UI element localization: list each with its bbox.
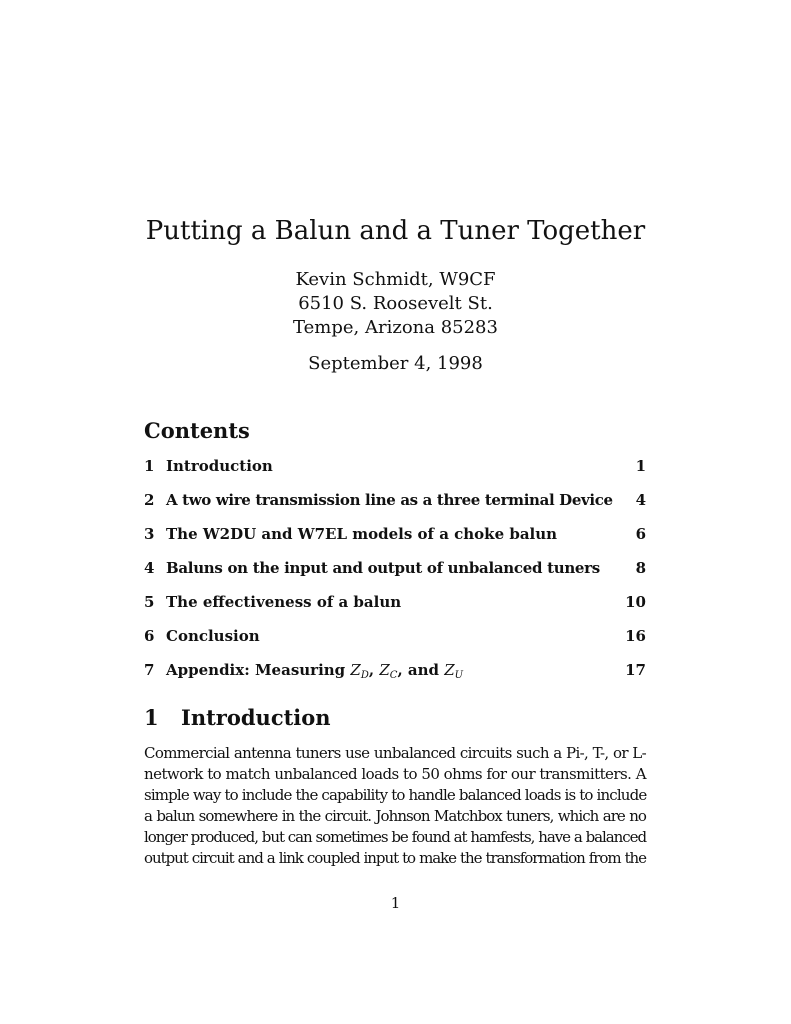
toc-title: The effectiveness of a balun [166,593,402,611]
toc-title: Conclusion [166,627,260,645]
toc-number: 2 [144,491,155,509]
toc-title: Baluns on the input and output of unbalanced tuners [166,559,600,577]
toc-number: 7 [144,661,155,679]
toc-entry[interactable] [144,490,646,510]
toc-title-appendix: Appendix: Measuring $Z_D$, $Z_C$, and $Z_U$ [166,661,464,681]
toc-page: 17 [625,661,646,679]
toc-title: Introduction [166,457,273,475]
toc-title: The W2DU and W7EL models of a choke balun [166,525,558,543]
toc-page: 8 [635,559,646,577]
author-city: Tempe, Arizona 85283 [293,317,498,338]
contents-heading: Contents [144,418,250,443]
body-text-line: simple way to include the capability to handle balanced loads is to include [144,786,647,804]
toc-entry[interactable] [144,524,646,544]
body-text-line: output circuit and a link coupled input to make the transformation from the [144,849,646,867]
math-z-c: $Z_C$ [379,661,398,681]
toc-page: 16 [625,627,646,645]
toc-number: 1 [144,457,155,475]
toc-entry[interactable] [144,660,646,680]
toc-number: 3 [144,525,155,543]
toc-entry[interactable] [144,626,646,646]
toc-title-prefix: Appendix: Measuring [166,661,346,679]
toc-page: 1 [635,457,646,475]
author-name: Kevin Schmidt, W9CF [295,269,496,290]
section-number: 1 [144,705,159,730]
toc-title: A two wire transmission line as a three terminal Device [166,491,613,509]
page-number: 1 [390,894,401,912]
section-title: Introduction [181,705,331,730]
toc-entry[interactable] [144,456,646,476]
body-text-line: a balun somewhere in the circuit. Johnson Matchbox tuners, which are no [144,807,646,825]
math-z-u: $Z_U$ [444,661,464,681]
toc-entry[interactable] [144,592,646,612]
body-text-line: network to match unbalanced loads to 50 ohms for our transmitters. A [144,765,646,783]
toc-entry[interactable] [144,558,646,578]
section-heading [144,704,646,732]
math-z-d: $Z_D$ [350,661,369,681]
toc-number: 4 [144,559,155,577]
body-text-line: longer produced, but can sometimes be found at hamfests, have a balanced [144,828,646,846]
paper-date: September 4, 1998 [308,353,483,374]
toc-page: 6 [635,525,646,543]
toc-page: 4 [635,491,646,509]
paper-title: Putting a Balun and a Tuner Together [145,216,646,246]
toc-number: 5 [144,593,155,611]
toc-number: 6 [144,627,155,645]
author-street: 6510 S. Roosevelt St. [298,293,493,314]
toc-page: 10 [625,593,646,611]
body-text-line: Commercial antenna tuners use unbalanced circuits such a Pi-, T-, or L- [144,744,646,762]
